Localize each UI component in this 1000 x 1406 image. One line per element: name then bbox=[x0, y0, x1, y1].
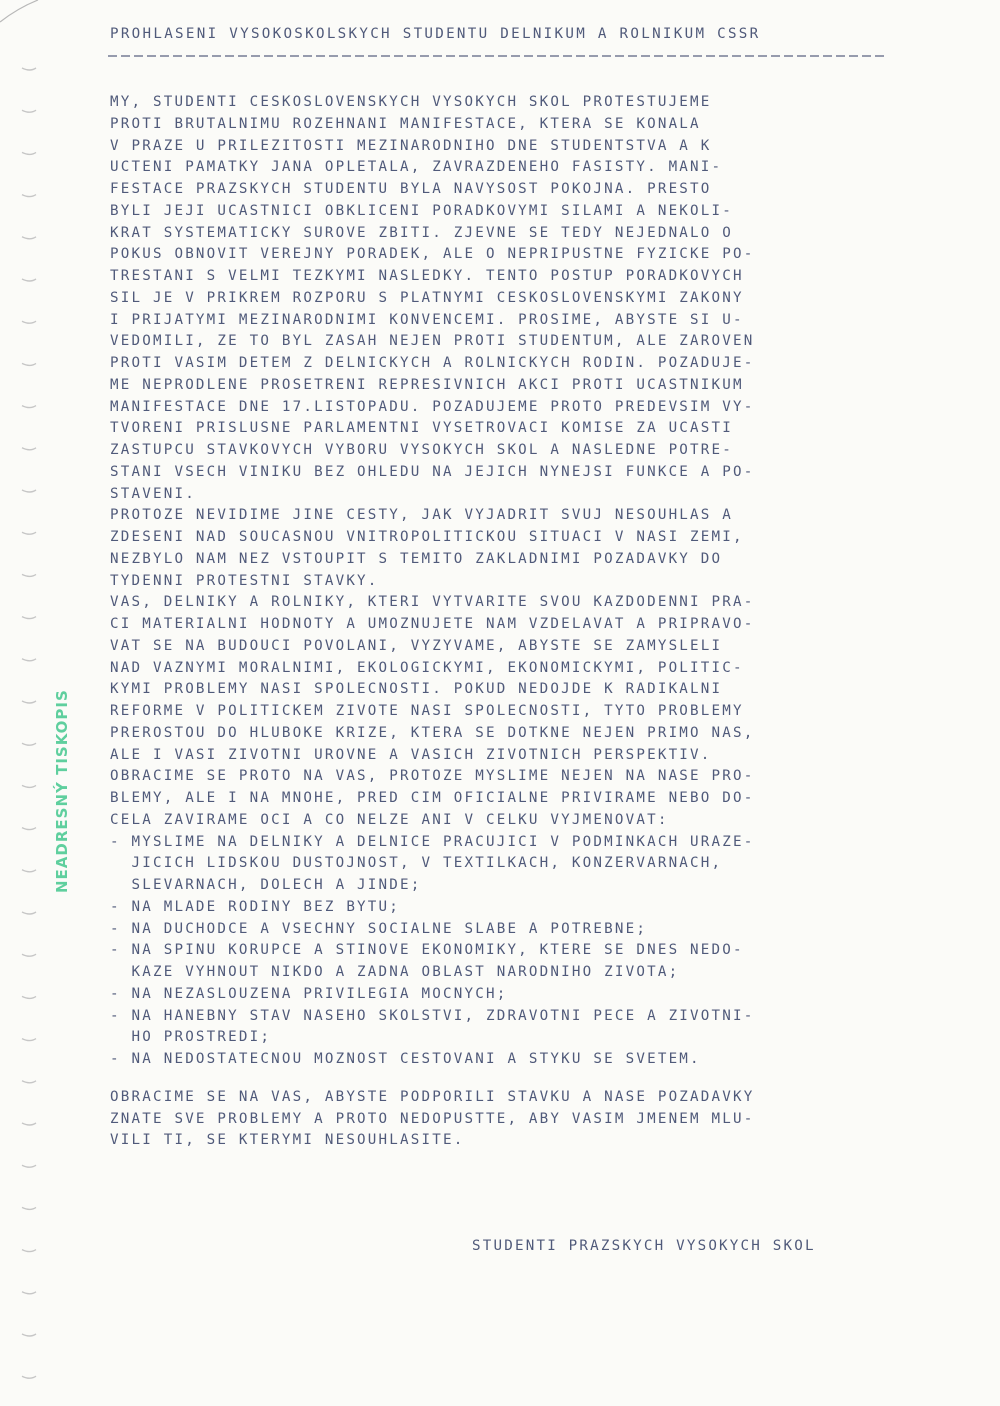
body-line: - NA DUCHODCE A VSECHNY SOCIALNE SLABE A POTREBNE; bbox=[110, 920, 648, 937]
punch-mark bbox=[22, 996, 36, 998]
body-line: CI MATERIALNI HODNOTY A UMOZNUJETE NAM VZDELAVAT A PRIPRAVO- bbox=[110, 616, 755, 632]
punch-mark bbox=[22, 279, 36, 281]
body-line: CELA ZAVIRAME OCI A CO NELZE ANI V CELKU VYJMENOVAT: bbox=[110, 811, 669, 828]
punch-mark bbox=[22, 237, 36, 239]
body-line: SIL JE V PRIKREM ROZPORU S PLATNYMI CESKOSLOVENSKYMI ZAKONY bbox=[110, 289, 744, 306]
body-line: ZASTUPCU STAVKOVYCH VYBORU VYSOKYCH SKOL A NASLEDNE POTRE- bbox=[110, 442, 734, 458]
signature: STUDENTI PRAZSKYCH VYSOKYCH SKOL bbox=[472, 1238, 816, 1254]
punch-mark bbox=[22, 363, 36, 365]
punch-mark bbox=[22, 1123, 36, 1125]
punch-mark bbox=[22, 321, 36, 323]
body-line: VEDOMILI, ZE TO BYL ZASAH NEJEN PROTI STUDENTUM, ALE ZAROVEN bbox=[110, 333, 755, 350]
punch-mark bbox=[22, 785, 36, 787]
punch-mark bbox=[22, 1207, 36, 1209]
punch-mark bbox=[22, 1250, 36, 1252]
body-line: VAS, DELNIKY A ROLNIKY, KTERI VYTVARITE SVOU KAZDODENNI PRA- bbox=[110, 594, 755, 611]
body-line: JICICH LIDSKOU DUSTOJNOST, V TEXTILKACH, KONZERVARNACH, bbox=[110, 855, 723, 872]
body-line: SLEVARNACH, DOLECH A JINDE; bbox=[110, 877, 422, 893]
body-line: FESTACE PRAZSKYCH STUDENTU BYLA NAVYSOST POKOJNA. PRESTO bbox=[110, 181, 712, 197]
punch-mark bbox=[22, 574, 36, 576]
punch-mark bbox=[22, 954, 36, 956]
body-line: - NA NEZASLOUZENA PRIVILEGIA MOCNYCH; bbox=[110, 985, 508, 1002]
body-line: KYMI PROBLEMY NASI SPOLECNOSTI. POKUD NEDOJDE K RADIKALNI bbox=[110, 681, 723, 698]
body-text bbox=[110, 92, 755, 1071]
body-line: - NA HANEBNY STAV NASEHO SKOLSTVI, ZDRAVOTNI PECE A ZIVOTNI- bbox=[110, 1007, 755, 1024]
binder-punch-marks bbox=[0, 0, 50, 1406]
body-line: POKUS OBNOVIT VEREJNY PORADEK, ALE O NEPRIPUSTNE FYZICKE PO- bbox=[110, 246, 755, 263]
punch-mark bbox=[22, 1376, 36, 1378]
punch-mark bbox=[22, 1334, 36, 1336]
body-line: STANI VSECH VINIKU BEZ OHLEDU NA JEJICH NYNEJSI FUNKCE A PO- bbox=[110, 463, 755, 480]
closing-line: ZNATE SVE PROBLEMY A PROTO NEDOPUSTTE, ABY VASIM JMENEM MLU- bbox=[110, 1110, 755, 1127]
body-line: ME NEPRODLENE PROSETRENI REPRESIVNICH AKCI PROTI UCASTNIKUM bbox=[110, 376, 744, 393]
body-line: NAD VAZNYMI MORALNIMI, EKOLOGICKYMI, EKONOMICKYMI, POLITIC- bbox=[110, 659, 744, 676]
body-line: ZDESENI NAD SOUCASNOU VNITROPOLITICKOU SITUACI V NASI ZEMI, bbox=[110, 529, 744, 545]
body-line: - NA MLADE RODINY BEZ BYTU; bbox=[110, 898, 401, 915]
body-line: REFORME V POLITICKEM ZIVOTE NASI SPOLECNOSTI, TYTO PROBLEMY bbox=[110, 703, 744, 719]
punch-mark bbox=[22, 701, 36, 703]
punch-mark bbox=[22, 1292, 36, 1294]
body-line: TYDENNI PROTESTNI STAVKY. bbox=[110, 572, 379, 589]
punch-mark bbox=[22, 828, 36, 830]
body-line: ALE I VASI ZIVOTNI UROVNE A VASICH ZIVOTNICH PERSPEKTIV. bbox=[110, 746, 712, 763]
punch-mark bbox=[22, 743, 36, 745]
body-line: PREROSTOU DO HLUBOKE KRIZE, KTERA SE DOTKNE NEJEN PRIMO NAS, bbox=[110, 724, 755, 741]
body-line: OBRACIME SE PROTO NA VAS, PROTOZE MYSLIME NEJEN NA NASE PRO- bbox=[110, 768, 755, 785]
title-dashed-underline bbox=[108, 50, 884, 62]
body-line: TRESTANI S VELMI TEZKYMI NASLEDKY. TENTO POSTUP PORADKOVYCH bbox=[110, 268, 744, 284]
document-title: PROHLASENI VYSOKOSKOLSKYCH STUDENTU DELNIKUM A ROLNIKUM CSSR bbox=[110, 26, 761, 42]
body-line: PROTI BRUTALNIMU ROZEHNANI MANIFESTACE, KTERA SE KONALA bbox=[110, 115, 701, 132]
body-line: BYLI JEJI UCASTNICI OBKLICENI PORADKOVYMI SILAMI A NEKOLI- bbox=[110, 202, 734, 219]
punch-mark bbox=[22, 490, 36, 492]
punch-mark bbox=[22, 1081, 36, 1083]
punch-mark bbox=[22, 870, 36, 872]
body-line: VAT SE NA BUDOUCI POVOLANI, VYZYVAME, ABYSTE SE ZAMYSLELI bbox=[110, 637, 723, 654]
body-line: NEZBYLO NAM NEZ VSTOUPIT S TEMITO ZAKLADNIMI POZADAVKY DO bbox=[110, 550, 723, 567]
punch-mark bbox=[22, 152, 36, 154]
body-line: UCTENI PAMATKY JANA OPLETALA, ZAVRAZDENEHO FASISTY. MANI- bbox=[110, 159, 723, 176]
body-line: MY, STUDENTI CESKOSLOVENSKYCH VYSOKYCH SKOL PROTESTUJEME bbox=[110, 94, 712, 110]
punch-mark bbox=[22, 532, 36, 534]
punch-mark bbox=[22, 195, 36, 197]
body-line: MANIFESTACE DNE 17.LISTOPADU. POZADUJEME PROTO PREDEVSIM VY- bbox=[110, 398, 755, 415]
closing-paragraph bbox=[110, 1087, 755, 1152]
punch-mark bbox=[22, 448, 36, 450]
punch-mark bbox=[22, 1039, 36, 1041]
neadresny-tiskopis-stamp: NEADRESNÝ TISKOPIS bbox=[53, 689, 71, 893]
body-line: - NA SPINU KORUPCE A STINOVE EKONOMIKY, KTERE SE DNES NEDO- bbox=[110, 942, 744, 959]
body-line: PROTOZE NEVIDIME JINE CESTY, JAK VYJADRIT SVUJ NESOUHLAS A bbox=[110, 507, 734, 524]
punch-mark bbox=[22, 912, 36, 914]
closing-line: VILI TI, SE KTERYMI NESOUHLASITE. bbox=[110, 1132, 465, 1148]
body-line: KRAT SYSTEMATICKY SUROVE ZBITI. ZJEVNE SE TEDY NEJEDNALO O bbox=[110, 224, 734, 241]
closing-line: OBRACIME SE NA VAS, ABYSTE PODPORILI STAVKU A NASE POZADAVKY bbox=[110, 1089, 755, 1105]
punch-mark bbox=[22, 617, 36, 619]
punch-mark bbox=[22, 659, 36, 661]
body-line: - MYSLIME NA DELNIKY A DELNICE PRACUJICI V PODMINKACH URAZE- bbox=[110, 833, 755, 850]
punch-mark bbox=[22, 68, 36, 70]
body-line: - NA NEDOSTATECNOU MOZNOST CESTOVANI A STYKU SE SVETEM. bbox=[110, 1051, 701, 1067]
body-line: I PRIJATYMI MEZINARODNIMI KONVENCEMI. PROSIME, ABYSTE SI U- bbox=[110, 311, 744, 328]
body-line: TVORENI PRISLUSNE PARLAMENTNI VYSETROVACI KOMISE ZA UCASTI bbox=[110, 420, 734, 437]
body-line: BLEMY, ALE I NA MNOHE, PRED CIM OFICIALNE PRIVIRAME NEBO DO- bbox=[110, 790, 755, 806]
punch-mark bbox=[22, 110, 36, 112]
body-line: PROTI VASIM DETEM Z DELNICKYCH A ROLNICKYCH RODIN. POZADUJE- bbox=[110, 355, 755, 371]
body-line: STAVENI. bbox=[110, 485, 196, 502]
punch-mark bbox=[22, 406, 36, 408]
body-line: V PRAZE U PRILEZITOSTI MEZINARODNIHO DNE STUDENTSTVA A K bbox=[110, 137, 712, 154]
body-line: HO PROSTREDI; bbox=[110, 1029, 272, 1046]
punch-mark bbox=[22, 1165, 36, 1167]
body-line: KAZE VYHNOUT NIKDO A ZADNA OBLAST NARODNIHO ZIVOTA; bbox=[110, 964, 680, 980]
